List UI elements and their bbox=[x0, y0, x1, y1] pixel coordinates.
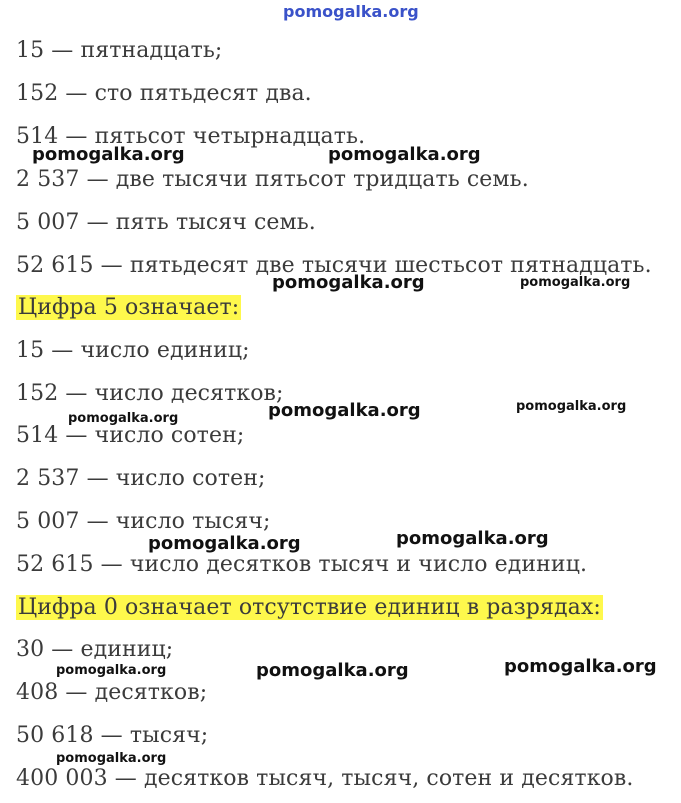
line-152-tens: 152 — число десятков; bbox=[16, 381, 284, 406]
line-15: 15 — пятнадцать; bbox=[16, 38, 223, 63]
line-2537-hundreds: 2 537 — число сотен; bbox=[16, 466, 266, 491]
section-heading-digit-5 bbox=[16, 293, 241, 323]
line-5007: 5 007 — пять тысяч семь. bbox=[16, 210, 316, 235]
watermark: pomogalka.org bbox=[256, 660, 409, 681]
line-408-tens: 408 — десятков; bbox=[16, 680, 208, 705]
highlight-digit-5: Цифра 5 означает: bbox=[18, 295, 240, 320]
highlight-digit-0: Цифра 0 означает отсутствие единиц в разрядах: bbox=[18, 595, 601, 620]
line-514: 514 — пятьсот четырнадцать. bbox=[16, 124, 366, 149]
line-15-units: 15 — число единиц; bbox=[16, 338, 250, 363]
watermark: pomogalka.org bbox=[328, 144, 481, 165]
watermark-top: pomogalka.org bbox=[283, 2, 419, 21]
watermark: pomogalka.org bbox=[56, 751, 167, 766]
line-152: 152 — сто пятьдесят два. bbox=[16, 81, 312, 106]
line-400003-digits: 400 003 — десятков тысяч, тысяч, сотен и десятков. bbox=[16, 766, 634, 791]
watermark: pomogalka.org bbox=[520, 275, 631, 290]
line-5007-thousands: 5 007 — число тысяч; bbox=[16, 509, 271, 534]
watermark: pomogalka.org bbox=[272, 272, 425, 293]
watermark: pomogalka.org bbox=[396, 528, 549, 549]
section-heading-digit-0 bbox=[16, 593, 603, 623]
line-52615-digits: 52 615 — число десятков тысяч и число единиц. bbox=[16, 552, 588, 577]
line-2537: 2 537 — две тысячи пятьсот тридцать семь. bbox=[16, 167, 529, 192]
watermark: pomogalka.org bbox=[56, 663, 167, 678]
watermark: pomogalka.org bbox=[268, 400, 421, 421]
watermark: pomogalka.org bbox=[516, 399, 627, 414]
watermark: pomogalka.org bbox=[148, 533, 301, 554]
line-52615: 52 615 — пятьдесят две тысячи шестьсот пятнадцать. bbox=[16, 253, 652, 278]
watermark: pomogalka.org bbox=[68, 411, 179, 426]
line-30-units: 30 — единиц; bbox=[16, 637, 174, 662]
watermark: pomogalka.org bbox=[32, 144, 185, 165]
line-514-hundreds: 514 — число сотен; bbox=[16, 423, 245, 448]
line-50618-thousands: 50 618 — тысяч; bbox=[16, 723, 209, 748]
watermark: pomogalka.org bbox=[504, 656, 657, 677]
